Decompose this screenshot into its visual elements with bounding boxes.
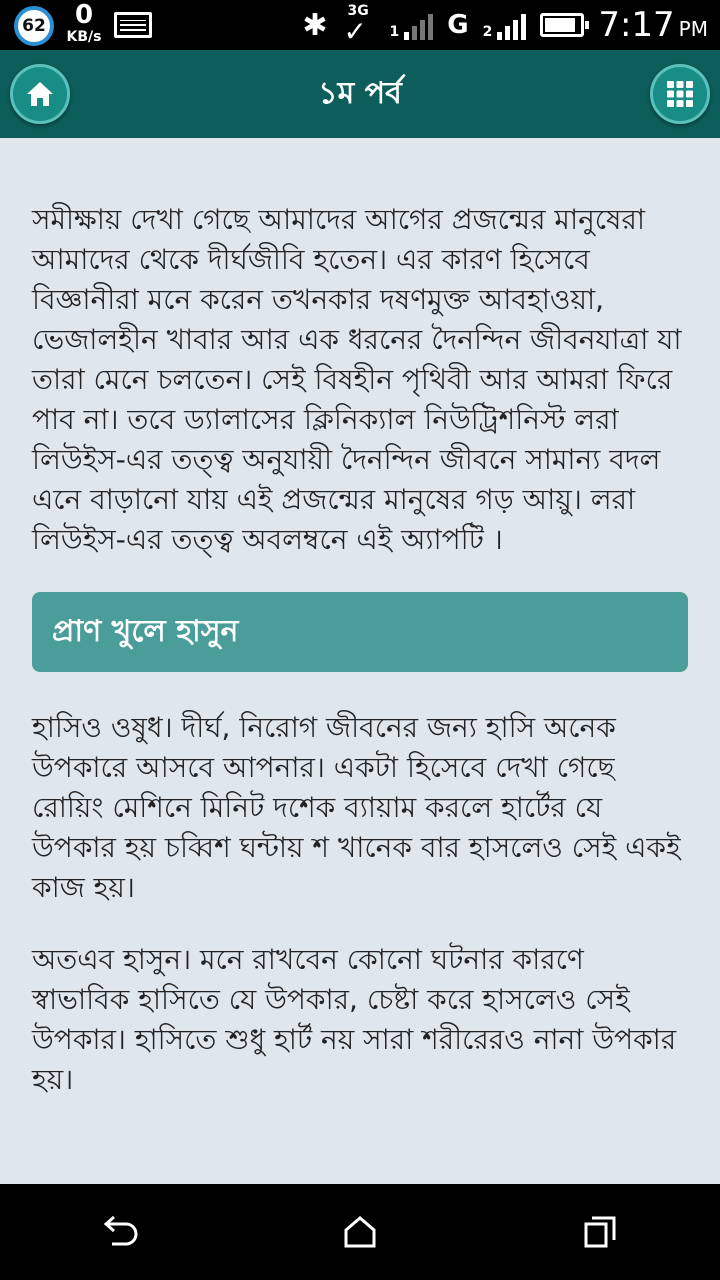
network-type-label: 3G [347, 3, 369, 19]
checkmark-icon: ✓ [343, 15, 367, 48]
system-nav-bar [0, 1184, 720, 1280]
bluetooth-icon: ✱ [302, 7, 328, 43]
app-bar [0, 50, 720, 138]
signal-sim1-icon [389, 10, 433, 40]
page-title: ১ম পর্ব [318, 75, 402, 111]
home-icon [342, 1214, 378, 1250]
network-3g-icon [341, 3, 375, 47]
battery-icon [540, 13, 584, 37]
clock-ampm: PM [678, 17, 708, 41]
back-button[interactable] [90, 1202, 150, 1262]
home-button[interactable] [10, 64, 70, 124]
clock [598, 5, 708, 45]
network-speed-unit: KB/s [66, 29, 102, 45]
home-nav-button[interactable] [330, 1202, 390, 1262]
body-paragraph-2: অতএব হাসুন। মনে রাখবেন কোনো ঘটনার কারণে স্বাভাবিক হাসিতে যে উপকার, চেষ্টা করে হাসলেও সেই উপকার। হাসিতে শুধু হার্ট নয় সারা শরীরেরও নানা উপকার হয়। [32, 943, 677, 1096]
status-bar [0, 0, 720, 50]
menu-grid-button[interactable] [650, 64, 710, 124]
article-content[interactable] [0, 138, 720, 1184]
sim2-label: 2 [482, 24, 493, 40]
back-icon [100, 1214, 140, 1250]
battery-percent-badge: 62 [14, 6, 54, 46]
signal-sim2-icon [483, 10, 527, 40]
intro-paragraph: সমীক্ষায় দেখা গেছে আমাদের আগের প্রজন্মের মানুষেরা আমাদের থেকে দীর্ঘজীবি হতেন। এর কারণ হিসেবে বিজ্ঞানীরা মনে করেন তখনকার দষণমুক্ত আবহাওয়া, ভেজালহীন খাবার আর এক ধরনের দৈনন্দিন জীবনযাত্রা যা তারা মেনে চলতেন। সেই বিষহীন পৃথিবী আর আমরা ফিরে পাব না। তবে ড্যালাসের ক্লিনিক্যাল নিউট্রিশনিস্ট লরা লিউইস-এর তত্ত্ব অনুযায়ী দৈনন্দিন জীবনে সামান্য বদল এনে বাড়ানো যায় এই প্রজন্মের মানুষের গড় আয়ু। লরা লিউইস-এর তত্ত্ব অবলম্বনে এই অ্যাপটি । [32, 203, 682, 556]
image-notification-icon [114, 12, 152, 38]
recents-icon [582, 1214, 618, 1250]
body-paragraph-1: হাসিও ওষুধ। দীর্ঘ, নিরোগ জীবনের জন্য হাসি অনেক উপকারে আসবে আপনার। একটা হিসেবে দেখা গেছে রোয়িং মেশিনে মিনিট দশেক ব্যায়াম করলে হার্টের যে উপকার হয় চব্বিশ ঘন্টায় শ খানেক বার হাসলেও সেই একই কাজ হয়। [32, 711, 681, 904]
sim1-label: 1 [389, 24, 400, 40]
home-icon [25, 79, 55, 109]
grid-menu-icon [665, 79, 695, 109]
recents-button[interactable] [570, 1202, 630, 1262]
network-speed [62, 2, 106, 44]
clock-time: 7:17 [598, 5, 675, 45]
section-heading: প্রাণ খুলে হাসুন [32, 592, 688, 672]
status-icons [302, 0, 708, 50]
network-g-label: G [447, 10, 469, 40]
network-speed-value: 0 [74, 0, 94, 30]
